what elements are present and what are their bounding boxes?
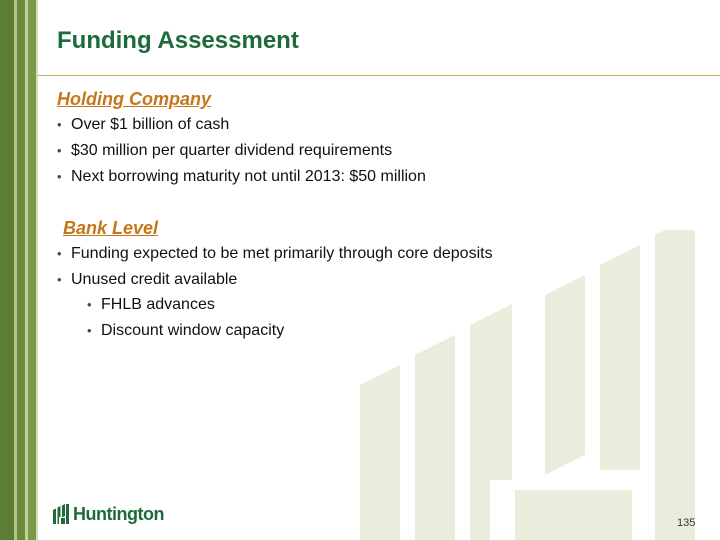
- left-stripe: [0, 0, 14, 540]
- section-heading-holding-company: Holding Company: [57, 89, 211, 109]
- bullet-dot-icon: •: [57, 143, 62, 158]
- bullet-dot-icon: •: [57, 246, 62, 261]
- title-divider: [38, 75, 720, 76]
- page-number: 135: [677, 517, 696, 529]
- left-stripe: [17, 0, 25, 540]
- huntington-logo-icon: [53, 504, 69, 524]
- bullet-dot-icon: •: [57, 117, 62, 132]
- logo-watermark-icon: [340, 230, 720, 540]
- page-title: Funding Assessment: [57, 27, 299, 54]
- bullet-dot-icon: •: [87, 323, 92, 338]
- bullet-dot-icon: •: [87, 297, 92, 312]
- section-heading-bank-level: Bank Level: [63, 218, 159, 238]
- logo-wordmark: Huntington: [73, 504, 164, 524]
- left-stripe: [36, 0, 38, 540]
- left-stripe: [28, 0, 36, 540]
- slide: Funding Assessment Holding Company • Over $1 billion of cash • $30 million per quarter dividend requirements • Next borrowing maturity not until 2013: $50 million Bank Level • Funding expected to be met primarily through core deposits • Unused credit available • FHLB advances • Discount window capacity Huntington 135: [0, 0, 720, 540]
- bullet-dot-icon: •: [57, 272, 62, 287]
- bullet-dot-icon: •: [57, 169, 62, 184]
